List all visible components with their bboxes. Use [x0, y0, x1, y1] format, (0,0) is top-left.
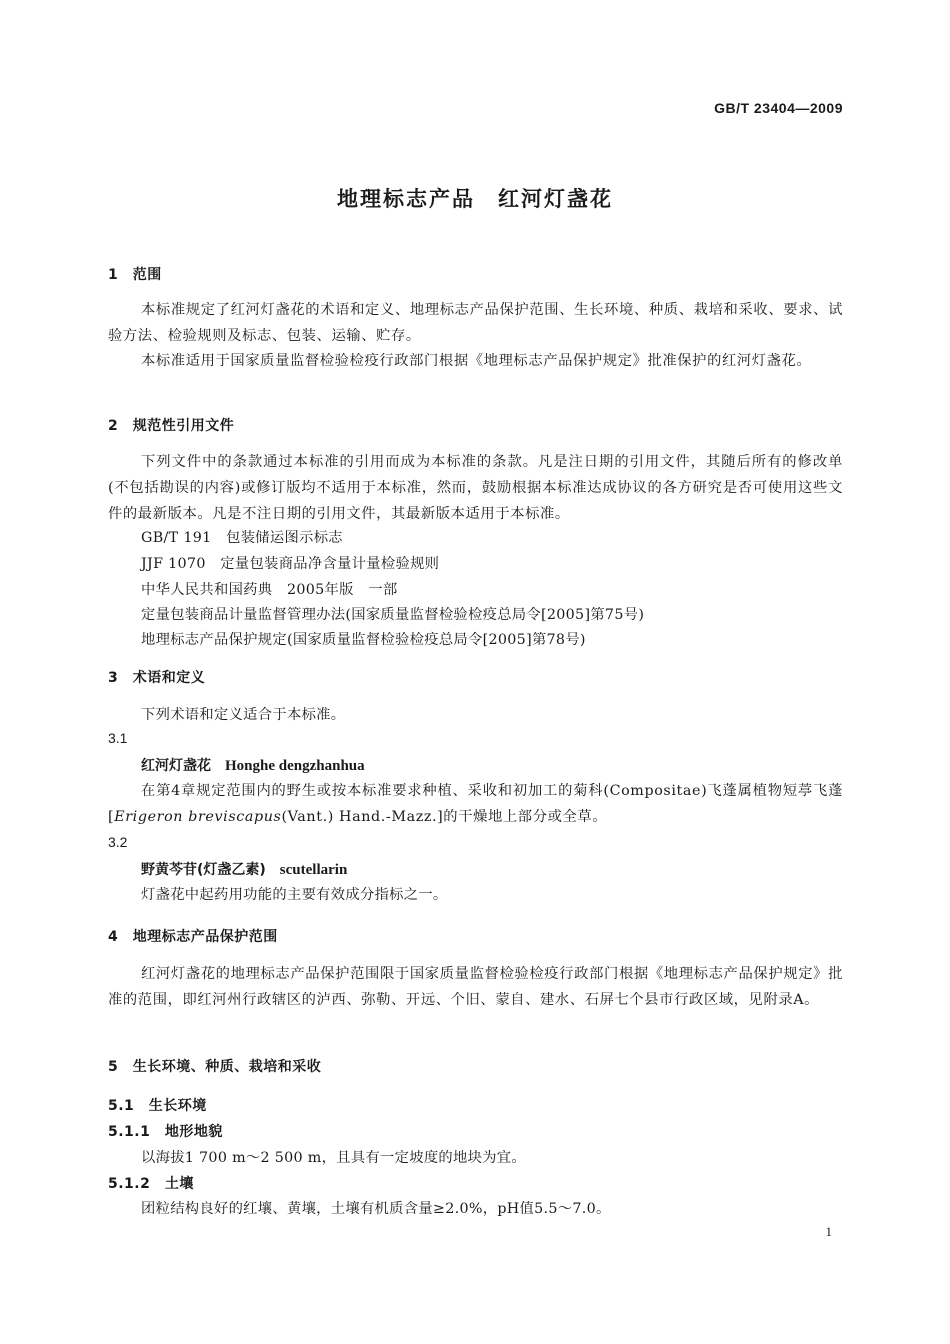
section-3-paragraph-1: 下列术语和定义适合于本标准。 [141, 707, 346, 723]
document-title: 地理标志产品 红河灯盏花 [337, 187, 613, 211]
term-english: scutellarin [279, 862, 348, 878]
term-english: Honghe dengzhanhua [225, 758, 365, 774]
section-5-heading: 5 生长环境、种质、栽培和采收 [108, 1059, 322, 1075]
section-1-paragraph-2: 本标准适用于国家质量监督检验检疫行政部门根据《地理标志产品保护规定》批准保护的红河灯盏花。 [141, 353, 812, 369]
section-1-heading: 1 范围 [108, 267, 162, 283]
section-3-heading: 3 术语和定义 [108, 670, 206, 686]
section-4-paragraph-1: 红河灯盏花的地理标志产品保护范围限于国家质量监督检验检疫行政部门根据《地理标志产品保护规定》批准的范围，即红河州行政辖区的泸西、弥勒、开远、个旧、蒙自、建水、石屏七个县市行政区域，见附录A。 [108, 966, 843, 1008]
term-definition: 在第4章规定范围内的野生或按本标准要求种植、采收和初加工的菊科(Compositae)飞蓬属植物短葶飞蓬[Erigeron breviscapus(Vant.) Hand.-Mazz.]的干燥地上部分或全草。 [108, 783, 843, 825]
page-number: 1 [825, 1224, 832, 1239]
term-heading [141, 755, 365, 775]
term-number: 3.1 [108, 730, 128, 746]
latin-name: Erigeron breviscapus [114, 809, 282, 825]
reference-item: GB/T 191 包装储运图示标志 [141, 530, 343, 546]
standard-code: GB/T 23404—2009 [714, 100, 843, 116]
reference-item: 地理标志产品保护规定(国家质量监督检验检疫总局令[2005]第78号) [141, 632, 586, 648]
section-5-1-2-text: 团粒结构良好的红壤、黄壤，土壤有机质含量≥2.0%，pH值5.5～7.0。 [141, 1201, 611, 1217]
reference-item: 中华人民共和国药典 2005年版 一部 [141, 582, 398, 598]
section-5-1-heading: 5.1 生长环境 [108, 1098, 207, 1114]
section-5-1-2-heading: 5.1.2 土壤 [108, 1176, 194, 1192]
term-definition: 灯盏花中起药用功能的主要有效成分指标之一。 [141, 887, 448, 903]
section-5-1-1-text: 以海拔1 700 m～2 500 m，且具有一定坡度的地块为宜。 [141, 1150, 527, 1166]
term-chinese: 红河灯盏花 [141, 758, 211, 774]
term-number: 3.2 [108, 834, 128, 850]
reference-item: JJF 1070 定量包装商品净含量计量检验规则 [141, 556, 440, 572]
term-chinese: 野黄芩苷(灯盏乙素) [141, 862, 266, 878]
term-heading [141, 859, 347, 879]
section-2-heading: 2 规范性引用文件 [108, 418, 235, 434]
section-4-heading: 4 地理标志产品保护范围 [108, 929, 278, 945]
reference-item: 定量包装商品计量监督管理办法(国家质量监督检验检疫总局令[2005]第75号) [141, 607, 645, 623]
section-1-paragraph-1: 本标准规定了红河灯盏花的术语和定义、地理标志产品保护范围、生长环境、种质、栽培和采收、要求、试验方法、检验规则及标志、包装、运输、贮存。 [108, 302, 843, 344]
section-5-1-1-heading: 5.1.1 地形地貌 [108, 1124, 223, 1140]
section-2-paragraph-1: 下列文件中的条款通过本标准的引用而成为本标准的条款。凡是注日期的引用文件，其随后所有的修改单(不包括勘误的内容)或修订版均不适用于本标准，然而，鼓励根据本标准达成协议的各方研究是否可使用这些文件的最新版本。凡是不注日期的引用文件，其最新版本适用于本标准。 [108, 454, 843, 522]
